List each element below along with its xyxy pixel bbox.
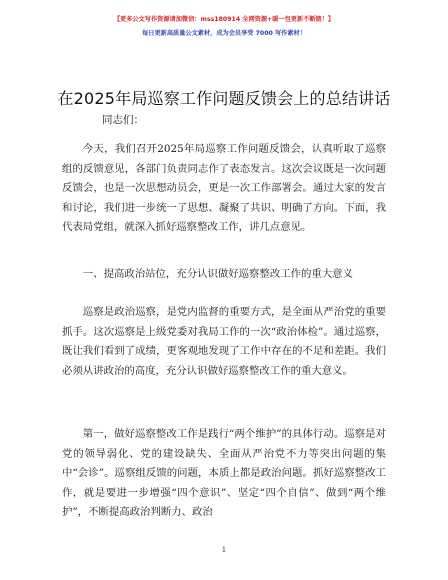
salutation: 同志们：	[102, 114, 144, 126]
page-number: 1	[221, 546, 227, 554]
section-heading-1: 一、提高政治站位，充分认识做好巡察整改工作的重大意义	[82, 268, 353, 280]
promo-banner-line-2: 每日更新高质量公文素材，成为会员享受 7000 写作素材！	[142, 30, 306, 37]
paragraph-point-1: 第一，做好巡察整改工作是践行“两个维护”的具体行动。巡察是对党的领导弱化、党的建设缺失、全面从严治党不力等突出问题的集中“会诊”。巡察组反馈的问题，本质上都是政治问题。抓好巡察整改工作，就是要进一步增强“四个意识”、坚定“四个自信”、做到“两个维护”，不断提高政治判断力、政治	[62, 428, 386, 518]
document-title: 在2025年局巡察工作问题反馈会上的总结讲话	[57, 89, 391, 108]
paragraph-intro: 今天，我们召开2025年局巡察工作问题反馈会，认真听取了巡察组的反馈意见，各部门负责同志作了表态发言。这次会议既是一次问题反馈会，也是一次思想动员会，更是一次工作部署会。通过大家的发言和讨论，我们进一步统一了思想、凝聚了共识、明确了方向。下面，我代表局党组，就深入抓好巡察整改工作，讲几点意见。	[62, 143, 386, 233]
paragraph-section-1: 巡察是政治巡察，是党内监督的重要方式，是全面从严治党的重要抓手。这次巡察是上级党委对我局工作的一次“政治体检”。通过巡察，既让我们看到了成绩，更客观地发现了工作中存在的不足和差距。我们必须从讲政治的高度，充分认识做好巡察整改工作的重大意义。	[62, 306, 386, 377]
promo-banner-line-1: 【更多公文写作资源请加微信：mss180914 全网资源+暖一包更新不断链！】	[113, 16, 335, 23]
